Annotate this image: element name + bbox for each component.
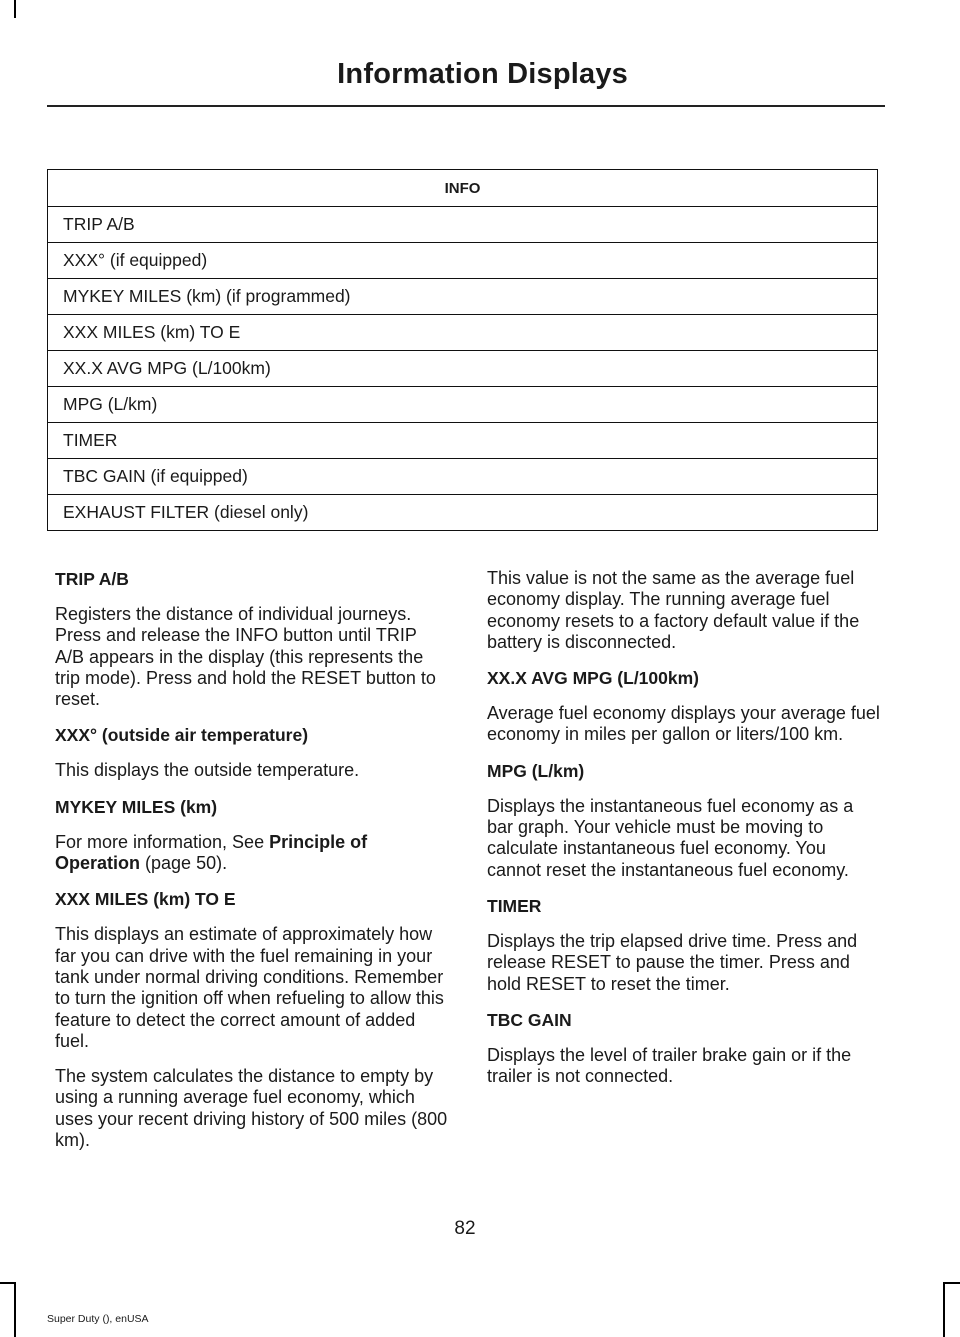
mpg-body: Displays the instantaneous fuel economy as a bar graph. Your vehicle must be moving to calculate instantaneous fuel economy. You cannot reset the instantaneous fuel economy.: [487, 795, 854, 880]
temperature-body: This displays the outside temperature.: [55, 760, 360, 781]
mykey-heading: MYKEY MILES (km): [55, 796, 218, 817]
table-row: XXX° (if equipped): [48, 243, 878, 279]
principle-of-operation-link[interactable]: Principle of Operation: [55, 831, 368, 874]
distance-to-empty-body: This displays an estimate of approximately how far you can drive with the fuel remaining in your tank under normal driving conditions. Remember to turn the ignition off when refueling to allow this feature to detect the correct amount of added fuel.: [55, 924, 444, 1051]
distance-to-empty-body-3: This value is not the same as the average fuel economy display. The running average fuel economy resets to a factory default value if the battery is disconnected.: [487, 568, 860, 652]
table-row: XXX MILES (km) TO E: [48, 315, 878, 351]
table-row: EXHAUST FILTER (diesel only): [48, 495, 878, 531]
page-title: Information Displays: [337, 58, 628, 90]
info-table-heading: INFO: [48, 170, 878, 207]
crop-mark-bottom-left-h: [0, 1282, 15, 1284]
tbc-gain-heading: TBC GAIN: [487, 1009, 572, 1030]
right-column: [487, 568, 880, 1101]
left-column: [55, 568, 448, 1165]
trip-heading: TRIP A/B: [55, 569, 129, 589]
table-row: MYKEY MILES (km) (if programmed): [48, 279, 878, 315]
crop-mark-bottom-left: [14, 1282, 16, 1337]
timer-body: Displays the trip elapsed drive time. Press and release RESET to pause the timer. Press and hold RESET to reset the timer.: [487, 930, 858, 994]
mpg-heading: MPG (L/km): [487, 760, 585, 781]
mykey-page-ref: (page 50).: [145, 853, 228, 874]
crop-mark-bottom-right-h: [943, 1282, 960, 1284]
page-number: 82: [454, 1218, 476, 1239]
mykey-body: [55, 832, 448, 875]
avg-mpg-body: Average fuel economy displays your average fuel economy in miles per gallon or liters/100 km.: [487, 703, 880, 745]
table-row: TRIP A/B: [48, 207, 878, 243]
distance-to-empty-body-2: The system calculates the distance to empty by using a running average fuel economy, which uses your recent driving history of 500 miles (800 km).: [55, 1066, 448, 1151]
info-table: [47, 169, 878, 531]
table-row: XX.X AVG MPG (L/100km): [48, 351, 878, 387]
crop-mark-top-left: [14, 0, 16, 18]
mykey-body-text: For more information, See: [55, 831, 265, 852]
tbc-gain-body: Displays the level of trailer brake gain or if the trailer is not connected.: [487, 1044, 852, 1087]
footer-text: Super Duty (), enUSA: [47, 1313, 149, 1325]
table-row: TIMER: [48, 423, 878, 459]
trip-body: Registers the distance of individual journeys. Press and release the INFO button until TRIP A/B appears in the display (this represents the trip mode). Press and hold the RESET button to reset.: [55, 604, 436, 710]
temperature-heading: XXX° (outside air temperature): [55, 725, 309, 746]
table-row: TBC GAIN (if equipped): [48, 459, 878, 495]
header-rule: [47, 105, 885, 107]
distance-to-empty-heading: XXX MILES (km) TO E: [55, 889, 236, 910]
avg-mpg-heading: XX.X AVG MPG (L/100km): [487, 668, 699, 689]
table-row: MPG (L/km): [48, 387, 878, 423]
timer-heading: TIMER: [487, 895, 542, 916]
crop-mark-bottom-right: [943, 1282, 945, 1337]
